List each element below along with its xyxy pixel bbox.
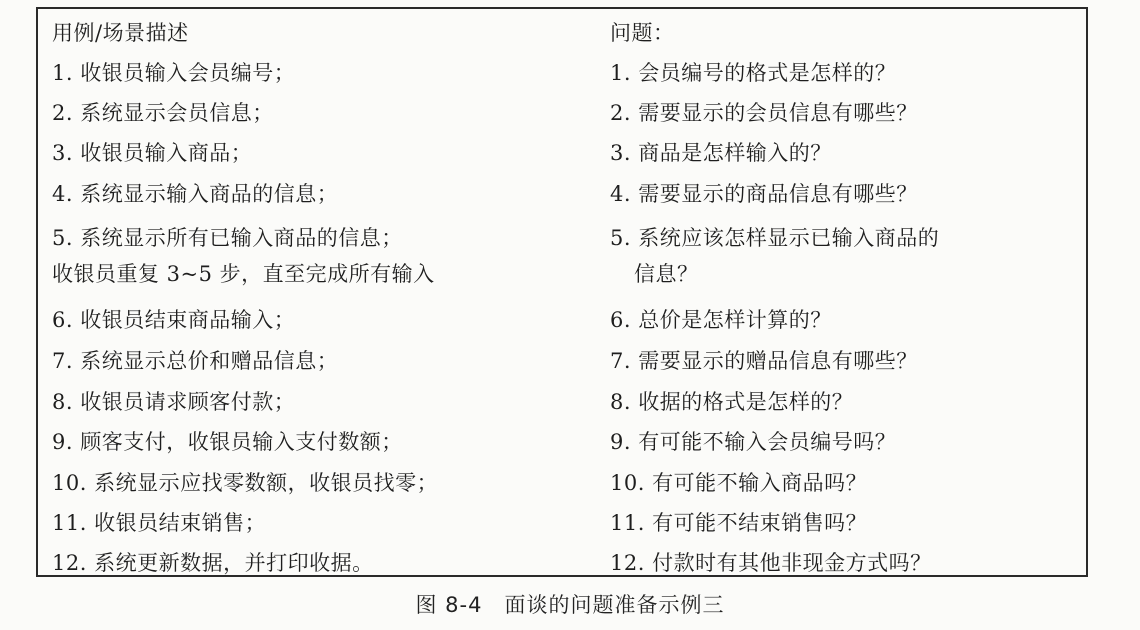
question-item: 5. 系统应该怎样显示已输入商品的	[610, 226, 940, 250]
question-item: 7. 需要显示的赠品信息有哪些？	[610, 349, 918, 373]
use-case-step: 5. 系统显示所有已输入商品的信息；	[52, 226, 403, 250]
use-case-step: 1. 收银员输入会员编号；	[52, 61, 296, 85]
question-item: 2. 需要显示的会员信息有哪些？	[610, 101, 918, 125]
use-case-step: 12. 系统更新数据，并打印收据。	[52, 551, 374, 575]
use-case-header: 用例/场景描述	[52, 21, 189, 45]
question-item: 3. 商品是怎样输入的？	[610, 141, 832, 165]
question-item: 11. 有可能不结束销售吗？	[610, 511, 868, 535]
use-case-step-continuation: 收银员重复 3~5 步，直至完成所有输入	[52, 262, 435, 286]
question-item: 10. 有可能不输入商品吗？	[610, 471, 868, 495]
use-case-step: 6. 收银员结束商品输入；	[52, 308, 296, 332]
question-table	[36, 7, 1088, 577]
question-item: 6. 总价是怎样计算的？	[610, 308, 832, 332]
use-case-step: 11. 收银员结束销售；	[52, 511, 267, 535]
question-item: 8. 收据的格式是怎样的？	[610, 390, 854, 414]
question-item: 9. 有可能不输入会员编号吗？	[610, 430, 897, 454]
use-case-step: 3. 收银员输入商品；	[52, 141, 253, 165]
questions-header: 问题：	[610, 21, 675, 45]
use-case-step: 9. 顾客支付，收银员输入支付数额；	[52, 430, 403, 454]
use-case-step: 2. 系统显示会员信息；	[52, 101, 274, 125]
use-case-step: 10. 系统显示应找零数额，收银员找零；	[52, 471, 439, 495]
question-item-continuation: 信息？	[634, 262, 699, 286]
question-item: 4. 需要显示的商品信息有哪些？	[610, 182, 918, 206]
use-case-step: 7. 系统显示总价和赠品信息；	[52, 349, 339, 373]
question-item: 12. 付款时有其他非现金方式吗？	[610, 551, 932, 575]
use-case-step: 8. 收银员请求顾客付款；	[52, 390, 296, 414]
use-case-step: 4. 系统显示输入商品的信息；	[52, 182, 339, 206]
figure-caption: 图 8-4 面谈的问题准备示例三	[415, 593, 725, 617]
question-item: 1. 会员编号的格式是怎样的？	[610, 61, 897, 85]
